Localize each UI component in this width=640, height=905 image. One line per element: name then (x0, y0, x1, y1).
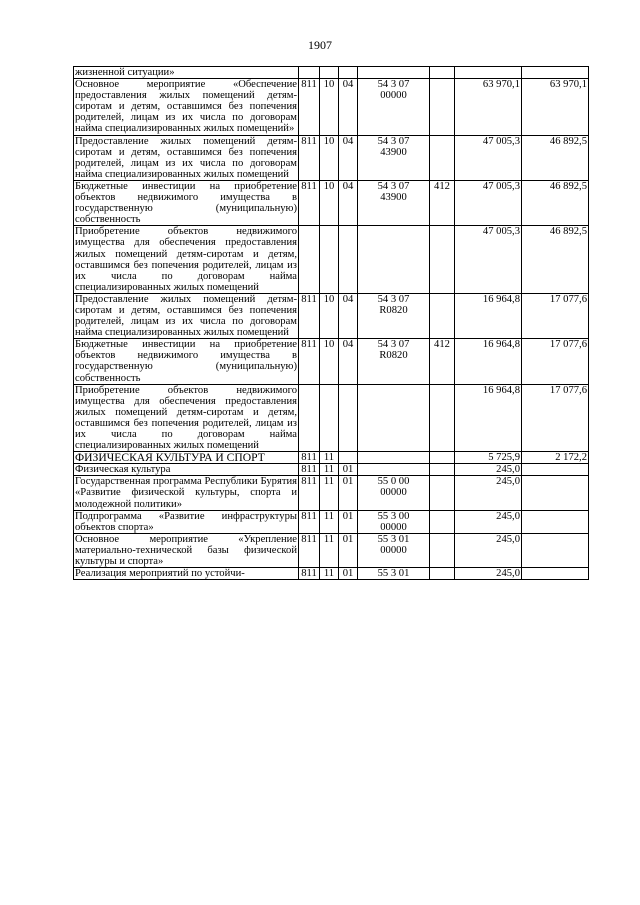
cell-sum-1: 16 964,8 (455, 293, 522, 338)
cell-vr: 412 (430, 339, 455, 384)
table-row (74, 476, 589, 510)
cell-sum-2: 17 077,6 (522, 339, 589, 384)
cell-ved (299, 226, 320, 294)
budget-table (73, 66, 589, 580)
cell-rz: 10 (320, 79, 339, 135)
page-number: 1907 (308, 38, 332, 52)
cell-name: Бюджетные инвестиции на приобретение объектов недвижимого имущества в государственную (муниципальную) собственность (75, 180, 297, 226)
cell-sum-2: 17 077,6 (522, 293, 589, 338)
cell-csr: 55 0 00 00000 (358, 476, 430, 510)
cell-ved: 811 (299, 510, 320, 533)
cell-pr: 01 (339, 476, 358, 510)
cell-vr (430, 135, 455, 180)
cell-rz: 11 (320, 452, 339, 464)
table-row (74, 339, 589, 384)
cell-sum-1: 245,0 (455, 476, 522, 510)
cell-name: Подпрограмма «Развитие инфраструктуры объектов спорта» (75, 510, 297, 533)
cell-vr (430, 452, 455, 464)
cell-sum-2: 63 970,1 (522, 79, 589, 135)
cell-sum-1: 245,0 (455, 510, 522, 533)
cell-ved: 811 (299, 464, 320, 476)
table-row (74, 293, 589, 338)
cell-sum-1: 5 725,9 (455, 452, 522, 464)
cell-ved (299, 67, 320, 79)
cell-vr (430, 533, 455, 567)
table-row (74, 135, 589, 180)
cell-sum-2 (522, 510, 589, 533)
cell-pr: 04 (339, 339, 358, 384)
cell-rz (320, 384, 339, 452)
cell-sum-1: 245,0 (455, 464, 522, 476)
cell-name: Предоставление жилых помещений детям-сиротам и детям, оставшимся без попечения родителей, лицам из их числа по договорам найма специализированных жилых помещений (75, 293, 297, 339)
cell-pr: 04 (339, 79, 358, 135)
cell-pr: 04 (339, 293, 358, 338)
cell-sum-2 (522, 533, 589, 567)
cell-name: Государственная программа Республики Бурятия «Развитие физической культуры, спорта и молодежной политики» (75, 476, 297, 510)
cell-csr (358, 67, 430, 79)
cell-rz: 10 (320, 339, 339, 384)
cell-sum-1: 47 005,3 (455, 135, 522, 180)
cell-sum-2 (522, 67, 589, 79)
cell-csr (358, 226, 430, 294)
cell-name: Приобретение объектов недвижимого имущества для обеспечения предоставления жилых помещений детям-сиротам и детям, оставшимся без попечения родителей, лицам из их числа по договорам найма специализированных жилых помещений (75, 226, 297, 293)
cell-sum-1 (455, 67, 522, 79)
cell-vr (430, 293, 455, 338)
cell-name: Физическая культура (74, 464, 299, 476)
cell-pr (339, 452, 358, 464)
table-body (74, 67, 589, 580)
cell-rz: 10 (320, 293, 339, 338)
table-row (74, 79, 589, 135)
cell-pr: 01 (339, 533, 358, 567)
cell-ved: 811 (299, 452, 320, 464)
cell-vr (430, 79, 455, 135)
cell-sum-1: 47 005,3 (455, 226, 522, 294)
cell-ved: 811 (299, 135, 320, 180)
cell-csr: 54 3 07 R0820 (358, 293, 430, 338)
cell-vr (430, 384, 455, 452)
cell-pr: 01 (339, 510, 358, 533)
cell-csr: 54 3 07 43900 (358, 135, 430, 180)
cell-rz: 11 (320, 510, 339, 533)
cell-rz (320, 67, 339, 79)
cell-vr (430, 226, 455, 294)
cell-name: Основное мероприятие «Обеспечение предоставления жилых помещений детям-сиротам и детям, оставшимся без попечения родителей, лицам из их числа по договорам найма специализированных жилых помещений» (75, 79, 297, 135)
cell-sum-2: 2 172,2 (522, 452, 589, 464)
cell-name: жизненной ситуации» (74, 67, 299, 79)
cell-csr (358, 464, 430, 476)
cell-csr: 54 3 07 R0820 (358, 339, 430, 384)
cell-csr (358, 384, 430, 452)
table-row (74, 510, 589, 533)
cell-ved: 811 (299, 568, 320, 580)
cell-ved: 811 (299, 79, 320, 135)
cell-ved: 811 (299, 476, 320, 510)
cell-csr: 54 3 07 43900 (358, 180, 430, 225)
cell-csr: 55 3 01 00000 (358, 533, 430, 567)
table-row (74, 533, 589, 567)
cell-ved: 811 (299, 533, 320, 567)
cell-pr (339, 226, 358, 294)
cell-sum-2 (522, 568, 589, 580)
cell-name: Приобретение объектов недвижимого имущества для обеспечения предоставления жилых помещений детям-сиротам и детям, оставшимся без попечения родителей, лицам из их числа по договорам найма специализированных жилых помещений (75, 384, 297, 452)
cell-rz: 11 (320, 464, 339, 476)
cell-vr (430, 568, 455, 580)
cell-rz (320, 226, 339, 294)
cell-sum-2: 46 892,5 (522, 135, 589, 180)
table-row (74, 226, 589, 294)
cell-pr (339, 384, 358, 452)
cell-sum-2: 46 892,5 (522, 180, 589, 225)
cell-vr: 412 (430, 180, 455, 225)
cell-rz: 10 (320, 180, 339, 225)
table-row (74, 464, 589, 476)
cell-sum-1: 47 005,3 (455, 180, 522, 225)
cell-name: Предоставление жилых помещений детям-сиротам и детям, оставшимся без попечения родителей, лицам из их числа по договорам найма специализированных жилых помещений (75, 135, 297, 180)
cell-rz: 11 (320, 568, 339, 580)
table-row (74, 384, 589, 452)
cell-pr: 01 (339, 464, 358, 476)
cell-rz: 11 (320, 533, 339, 567)
cell-csr: 55 3 01 (358, 568, 430, 580)
cell-vr (430, 510, 455, 533)
cell-pr: 04 (339, 135, 358, 180)
cell-pr (339, 67, 358, 79)
cell-sum-2 (522, 476, 589, 510)
cell-name: ФИЗИЧЕСКАЯ КУЛЬТУРА И СПОРТ (74, 452, 299, 464)
cell-sum-1: 63 970,1 (455, 79, 522, 135)
cell-sum-1: 245,0 (455, 533, 522, 567)
cell-sum-2: 46 892,5 (522, 226, 589, 294)
table-row (74, 568, 589, 580)
cell-csr: 55 3 00 00000 (358, 510, 430, 533)
cell-pr: 04 (339, 180, 358, 225)
cell-rz: 11 (320, 476, 339, 510)
cell-sum-1: 245,0 (455, 568, 522, 580)
cell-ved: 811 (299, 180, 320, 225)
cell-sum-1: 16 964,8 (455, 384, 522, 452)
cell-pr: 01 (339, 568, 358, 580)
cell-vr (430, 464, 455, 476)
table-row (74, 180, 589, 225)
table-row (74, 67, 589, 79)
cell-rz: 10 (320, 135, 339, 180)
cell-name: Основное мероприятие «Укрепление материально-технической базы физической культуры и спорта» (75, 533, 297, 568)
cell-sum-2 (522, 464, 589, 476)
cell-vr (430, 476, 455, 510)
cell-sum-2: 17 077,6 (522, 384, 589, 452)
cell-sum-1: 16 964,8 (455, 339, 522, 384)
cell-vr (430, 67, 455, 79)
table-row (74, 452, 589, 464)
cell-ved (299, 384, 320, 452)
cell-ved: 811 (299, 293, 320, 338)
cell-name: Бюджетные инвестиции на приобретение объектов недвижимого имущества в государственную (муниципальную) собственность (75, 339, 297, 384)
cell-ved: 811 (299, 339, 320, 384)
cell-name: Реализация мероприятий по устойчи- (74, 568, 299, 580)
cell-csr: 54 3 07 00000 (358, 79, 430, 135)
cell-csr (358, 452, 430, 464)
